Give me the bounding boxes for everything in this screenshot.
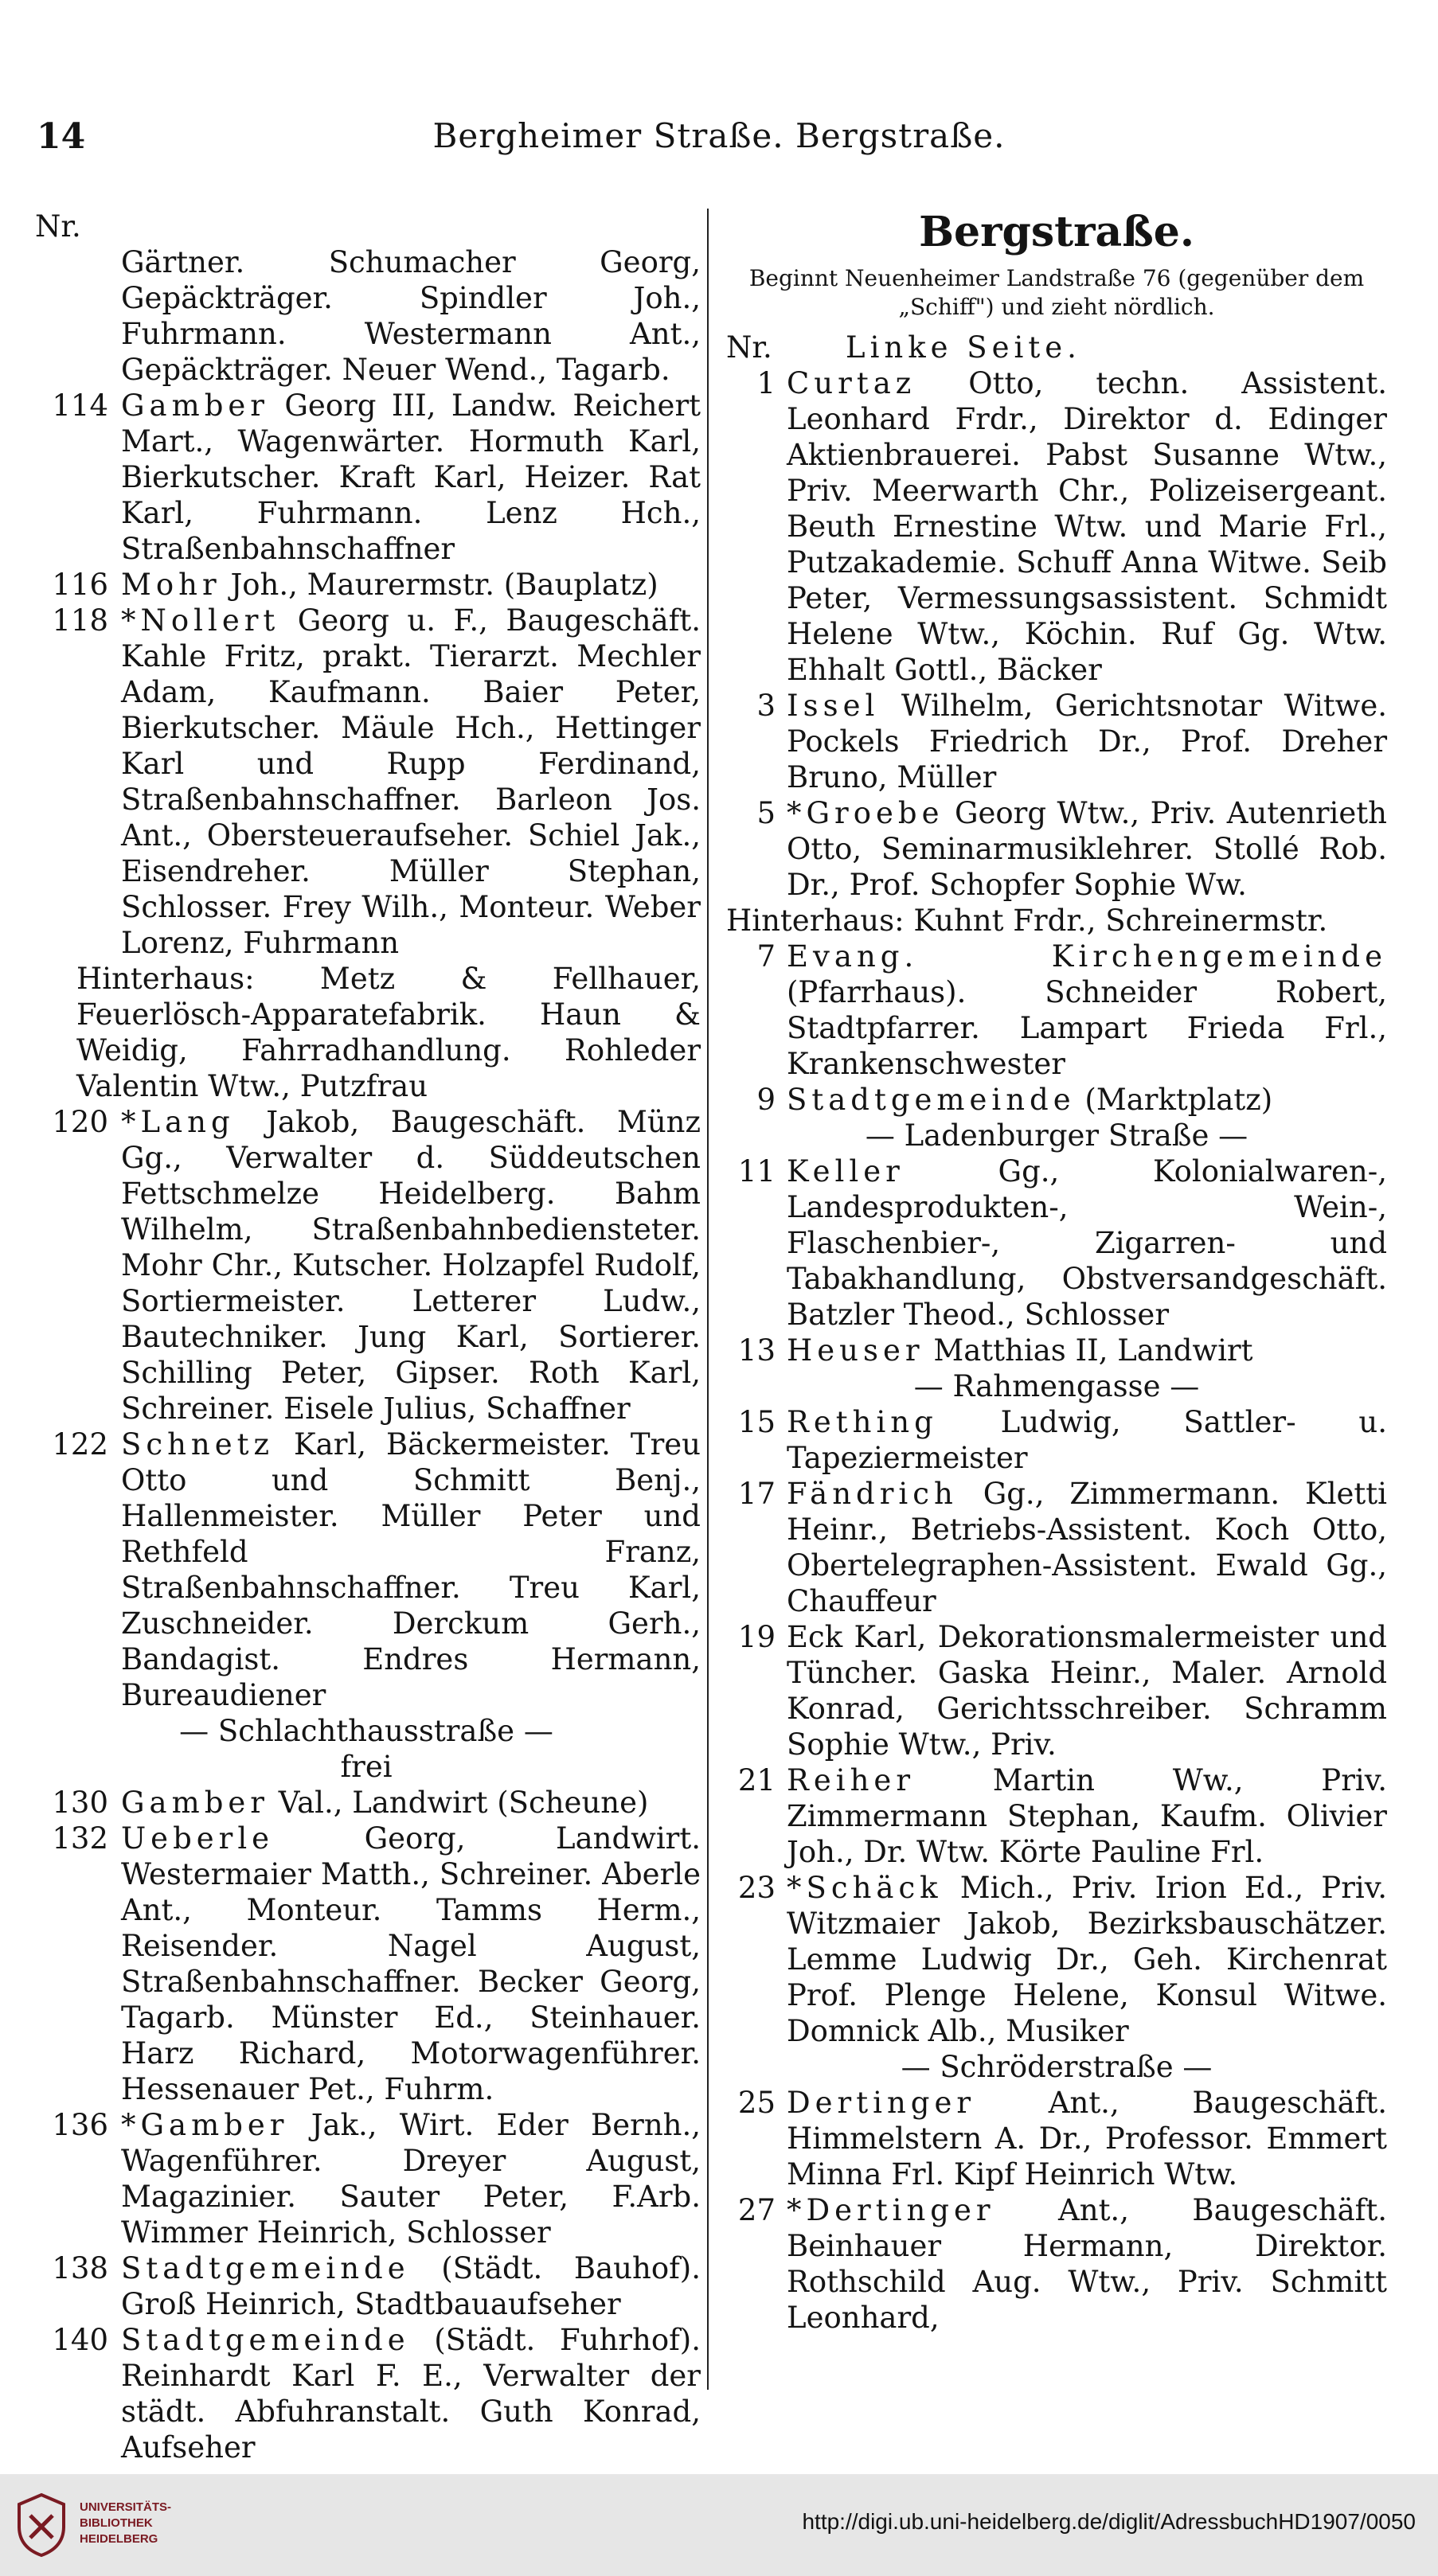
house-number: 5 <box>756 796 776 830</box>
section-divider: frei <box>340 1750 393 1784</box>
left-column <box>32 209 701 2465</box>
house-number: 23 <box>737 1871 776 1905</box>
occupants: Eck Karl, Dekorationsmalermeister und Tüncher. Gaska Heinr., Maler. Arnold Konrad, Gerichtsschreiber. Schramm Sophie Wtw., Priv. <box>787 1620 1387 1762</box>
occupants: Mich., Priv. Irion Ed., Priv. Witzmaier Jakob, Bezirksbauschätzer. Lemme Ludwig Dr., Geh. Kirchenrat Prof. Plenge Helene, Konsul Witwe. Domnick Alb., Musiker <box>787 1871 1387 2048</box>
owner-name: Stadtgemeinde <box>121 2251 410 2285</box>
house-number: 15 <box>737 1405 776 1439</box>
occupants: Gg., Kolonialwaren-, Landesprodukten-, Wein-, Flaschenbier-, Zigarren- und Tabakhandlung, Obstversandgeschäft. Batzler Theod., Schlosser <box>787 1154 1387 1332</box>
hinterhaus-entry: Hinterhaus: Kuhnt Frdr., Schreinermstr. <box>726 904 1328 938</box>
address-entry <box>726 1404 1387 1476</box>
owner-name: Keller <box>787 1154 905 1188</box>
owner-name: Fändrich <box>787 1477 958 1511</box>
occupants: Georg Wtw., Priv. Autenrieth Otto, Seminarmusiklehrer. Stollé Rob. Dr., Prof. Schopfer Sophie Ww. <box>787 796 1387 902</box>
owner-name: Issel <box>787 689 880 723</box>
house-number: 13 <box>737 1333 776 1368</box>
owner-name: *Lang <box>121 1105 235 1139</box>
logo-line: HEIDELBERG <box>80 2532 158 2546</box>
house-number: 114 <box>52 388 108 423</box>
house-number: 9 <box>756 1083 776 1117</box>
section-divider: — Schlachthausstraße — <box>179 1714 553 1748</box>
house-number: 136 <box>52 2108 108 2142</box>
house-number: 116 <box>52 568 108 602</box>
owner-name: Curtaz <box>787 366 916 400</box>
owner-name: Stadtgemeinde <box>787 1083 1076 1117</box>
address-entry <box>726 365 1387 688</box>
address-entry <box>726 1153 1387 1333</box>
owner-name: Stadtgemeinde <box>121 2323 410 2357</box>
entry-text <box>787 1762 1387 1870</box>
house-number: 130 <box>52 1786 108 1820</box>
address-entry <box>32 2250 701 2322</box>
address-entry <box>32 388 701 567</box>
occupants: Val., Landwirt (Scheune) <box>278 1786 649 1820</box>
library-logo-text <box>80 2500 171 2547</box>
entry-text <box>787 1476 1387 1619</box>
occupants: Gg., Zimmermann. Kletti Heinr., Betriebs-Assistent. Koch Otto, Obertelegraphen-Assistent. Ewald Gg., Chauffeur <box>787 1477 1387 1618</box>
column-divider <box>707 209 709 2390</box>
house-number: 19 <box>737 1620 776 1654</box>
entry-text <box>121 388 701 567</box>
left-nr-label: Nr. <box>35 209 81 244</box>
owner-name: *Nollert <box>121 603 280 638</box>
section-divider: — Rahmengasse — <box>913 1369 1200 1403</box>
address-entry <box>726 939 1387 1082</box>
owner-name: Rething <box>787 1405 938 1439</box>
address-entry <box>32 244 701 388</box>
right-nr-label: Nr. <box>726 330 772 365</box>
entry-text <box>121 603 701 961</box>
occupants: Joh., Maurermstr. (Bauplatz) <box>230 568 658 602</box>
owner-name: Ueberle <box>121 1821 275 1856</box>
address-entry <box>726 1870 1387 2049</box>
entry-text <box>121 1821 701 2107</box>
section-divider: — Ladenburger Straße — <box>865 1118 1248 1153</box>
side-heading <box>726 330 1387 365</box>
address-entry <box>726 2192 1387 2336</box>
entry-text <box>787 688 1387 795</box>
entry-text <box>787 939 1387 1082</box>
house-number: 17 <box>737 1477 776 1511</box>
entry-text <box>787 2192 1387 2336</box>
house-number: 120 <box>52 1105 108 1139</box>
page-header <box>0 111 1438 175</box>
entry-text <box>121 2322 701 2465</box>
entry-text <box>787 1333 1387 1368</box>
address-entry <box>32 2107 701 2250</box>
occupants: Ant., Baugeschäft. Beinhauer Hermann, Direktor. Rothschild Aug. Wtw., Priv. Schmitt Leonhard, <box>787 2193 1387 2335</box>
occupants: Matthias II, Landwirt <box>933 1333 1253 1368</box>
owner-name: Mohr <box>121 568 221 602</box>
entry-text <box>121 1104 701 1427</box>
occupants: Karl, Bäckermeister. Treu Otto und Schmitt Benj., Hallenmeister. Müller Peter und Rethfeld Franz, Straßenbahnschaffner. Treu Karl, Zuschneider. Derckum Gerh., Bandagist. Endres Hermann, Bureaudiener <box>121 1427 701 1712</box>
house-number: 21 <box>737 1763 776 1797</box>
address-entry <box>726 1082 1387 1118</box>
occupants: Jakob, Baugeschäft. Münz Gg., Verwalter d. Süddeutschen Fettschmelze Heidelberg. Bahm Wilhelm, Straßenbahnbediensteter. Mohr Chr., Kutscher. Holzapfel Rudolf, Sortiermeister. Letterer Ludw., Bautechniker. Jung Karl, Sortierer. Schilling Peter, Gipser. Roth Karl, Schreiner. Eisele Julius, Schaffner <box>121 1105 701 1426</box>
owner-name: *Dertinger <box>787 2193 995 2227</box>
house-number: 138 <box>52 2251 108 2285</box>
entry-text <box>787 365 1387 688</box>
owner-name: *Groebe <box>787 796 944 830</box>
entry-text <box>787 795 1387 903</box>
owner-name: Gamber <box>121 388 269 423</box>
entry-text <box>787 1404 1387 1476</box>
owner-name: Dertinger <box>787 2086 976 2120</box>
logo-line: UNIVERSITÄTS- <box>80 2500 172 2514</box>
source-link[interactable]: http://digi.ub.uni-heidelberg.de/diglit/AdressbuchHD1907/0050 <box>802 2509 1416 2534</box>
owner-name: Heuser <box>787 1333 924 1368</box>
street-intro: Beginnt Neuenheimer Landstraße 76 (gegenüber dem „Schiff") und zieht nördlich. <box>748 265 1365 320</box>
house-number <box>32 244 121 388</box>
entry-text <box>787 1870 1387 2049</box>
occupants: Wilhelm, Gerichtsnotar Witwe. Pockels Friedrich Dr., Prof. Dreher Bruno, Müller <box>787 689 1387 794</box>
address-entry <box>32 2322 701 2465</box>
entry-text <box>787 1082 1387 1118</box>
house-number: 122 <box>52 1427 108 1462</box>
logo-line: BIBLIOTHEK <box>80 2516 153 2530</box>
side-label: Linke Seite. <box>846 330 1081 365</box>
entry-text <box>787 1153 1387 1333</box>
entry-text <box>121 2107 701 2250</box>
address-entry <box>726 1619 1387 1762</box>
occupants: Ant., Baugeschäft. Himmelstern A. Dr., Professor. Emmert Minna Frl. Kipf Heinrich Wtw. <box>787 2086 1387 2192</box>
entry-text <box>121 1427 701 1713</box>
entry-text <box>121 1785 701 1821</box>
occupants: Georg, Landwirt. Westermaier Matth., Schreiner. Aberle Ant., Monteur. Tamms Herm., Reisender. Nagel August, Straßenbahnschaffner. Becker Georg, Tagarb. Münster Ed., Steinhauer. Harz Richard, Motorwagenführer. Hessenauer Pet., Fuhrm. <box>121 1821 701 2106</box>
address-entry <box>32 1427 701 1713</box>
house-number: 27 <box>737 2193 776 2227</box>
entry-text <box>121 244 701 388</box>
occupants: Jak., Wirt. Eder Bernh., Wagenführer. Dreyer August, Magazinier. Sauter Peter, F.Arb. Wimmer Heinrich, Schlosser <box>121 2108 701 2250</box>
occupants: Gärtner. Schumacher Georg, Gepäckträger. Spindler Joh., Fuhrmann. Westermann Ant., Gepäckträger. Neuer Wend., Tagarb. <box>121 245 701 387</box>
house-number: 132 <box>52 1821 108 1856</box>
owner-name: Evang. Kirchengemeinde <box>787 939 1387 974</box>
occupants: (Marktplatz) <box>1084 1083 1273 1117</box>
address-entry <box>726 795 1387 903</box>
house-number: 7 <box>756 939 776 974</box>
address-entry <box>32 1821 701 2107</box>
address-entry <box>32 567 701 603</box>
house-number: 118 <box>52 603 108 638</box>
footer-bar <box>0 2474 1438 2576</box>
house-number: 1 <box>756 366 776 400</box>
owner-name: Reiher <box>787 1763 916 1797</box>
address-entry <box>726 1333 1387 1368</box>
occupants: Georg u. F., Baugeschäft. Kahle Fritz, prakt. Tierarzt. Mechler Adam, Kaufmann. Baier Peter, Bierkutscher. Mäule Hch., Hettinger Karl und Rupp Ferdinand, Straßenbahnschaffner. Barleon Jos. Ant., Obersteueraufseher. Schiel Jak., Eisendreher. Müller Stephan, Schlosser. Frey Wilh., Monteur. Weber Lorenz, Fuhrmann <box>121 603 701 960</box>
house-number: 3 <box>756 689 776 723</box>
address-entry <box>32 603 701 961</box>
occupants: Ludwig, Sattler- u. Tapeziermeister <box>787 1405 1388 1475</box>
occupants: Martin Ww., Priv. Zimmermann Stephan, Kaufm. Olivier Joh., Dr. Wtw. Körte Pauline Frl. <box>787 1763 1387 1869</box>
house-number: 25 <box>737 2086 776 2120</box>
entry-text <box>121 2250 701 2322</box>
occupants: (Städt. Bauhof). Groß Heinrich, Stadtbauaufseher <box>121 2251 701 2321</box>
address-entry <box>726 1476 1387 1619</box>
owner-name: *Schäck <box>787 1871 943 1905</box>
entry-text <box>787 2085 1387 2192</box>
address-entry <box>32 1785 701 1821</box>
page-number: 14 <box>37 116 86 157</box>
right-column <box>726 209 1387 2336</box>
house-number: 140 <box>52 2323 108 2357</box>
occupants: (Städt. Fuhrhof). Reinhardt Karl F. E., Verwalter der städt. Abfuhranstalt. Guth Konrad, Aufseher <box>121 2323 701 2465</box>
street-title: Bergstraße. <box>919 208 1194 256</box>
running-title: Bergheimer Straße. Bergstraße. <box>432 116 1006 155</box>
section-divider: — Schröderstraße — <box>901 2050 1213 2084</box>
occupants: Otto, techn. Assistent. Leonhard Frdr., Direktor d. Edinger Aktienbrauerei. Pabst Susanne Wtw., Priv. Meerwarth Chr., Polizeisergeant. Beuth Ernestine Wtw. und Marie Frl., Putzakademie. Schuff Anna Witwe. Seib Peter, Vermessungsassistent. Schmidt Helene Wtw., Köchin. Ruf Gg. Wtw. Ehhalt Gottl., Bäcker <box>787 366 1387 687</box>
address-entry <box>726 688 1387 795</box>
occupants: (Pfarrhaus). Schneider Robert, Stadtpfarrer. Lampart Frieda Frl., Krankenschwester <box>787 975 1387 1081</box>
owner-name: *Gamber <box>121 2108 289 2142</box>
address-entry <box>726 1762 1387 1870</box>
house-number: 11 <box>737 1154 776 1188</box>
owner-name: Schnetz <box>121 1427 274 1462</box>
entry-text <box>121 567 701 603</box>
address-entry <box>32 1104 701 1427</box>
owner-name: Gamber <box>121 1786 269 1820</box>
address-entry <box>726 2085 1387 2192</box>
occupants: Georg III, Landw. Reichert Mart., Wagenwärter. Hormuth Karl, Bierkutscher. Kraft Karl, Heizer. Rat Karl, Fuhrmann. Lenz Hch., Straßenbahnschaffner <box>121 388 701 566</box>
hinterhaus-entry: Hinterhaus: Metz & Fellhauer, Feuerlösch-Apparatefabrik. Haun & Weidig, Fahrradhandlung. Rohleder Valentin Wtw., Putzfrau <box>76 962 701 1103</box>
entry-text <box>787 1619 1387 1762</box>
library-logo-icon <box>16 2492 67 2558</box>
